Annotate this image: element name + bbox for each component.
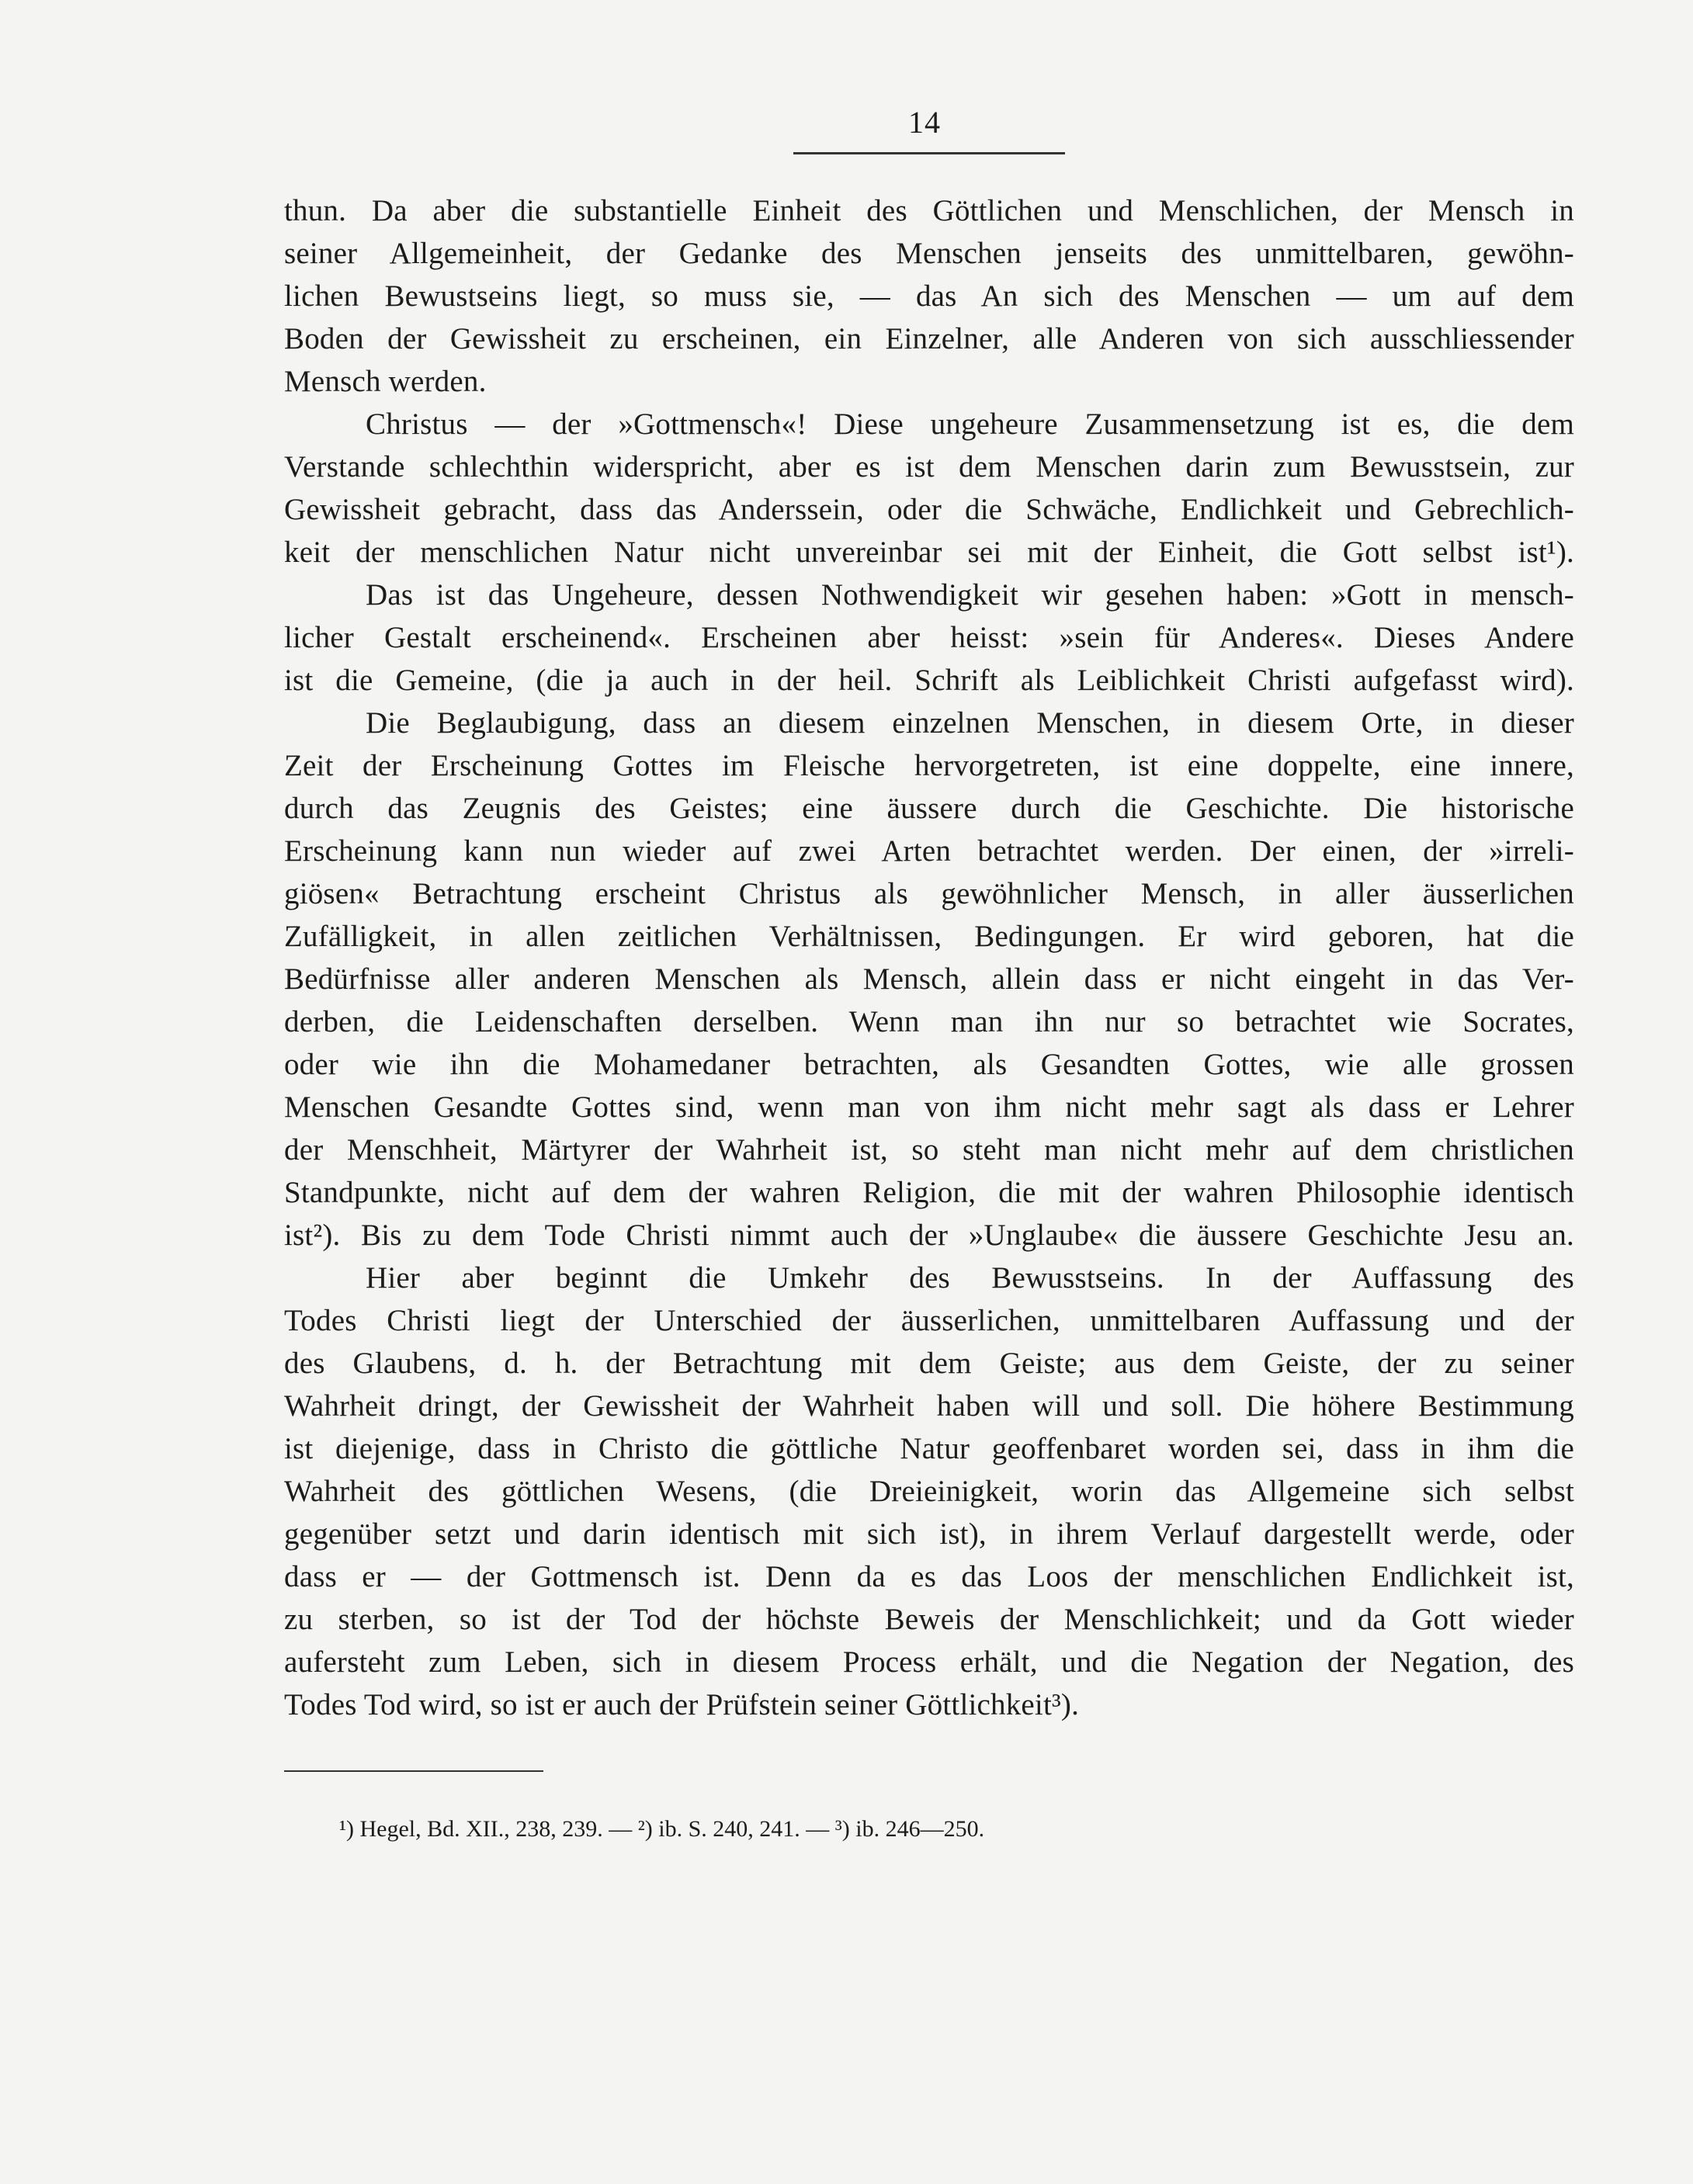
paragraph-5-line-3: des Glaubens, d. h. der Betrachtung mit dem Geiste; aus dem Geiste, der zu seiner [284,1347,1574,1380]
paragraph-2-line-4: keit der menschlichen Natur nicht unvereinbar sei mit der Einheit, die Gott selbst ist¹). [284,536,1574,569]
paragraph-1-line-2: seiner Allgemeinheit, der Gedanke des Menschen jenseits des unmittelbaren, gewöhn- [284,237,1574,270]
paragraph-1-line-1: thun. Da aber die substantielle Einheit des Göttlichen und Menschlichen, der Mensch in [284,194,1574,227]
paragraph-5-line-2: Todes Christi liegt der Unterschied der äusserlichen, unmittelbaren Auffassung und der [284,1304,1574,1337]
paragraph-5-line-4: Wahrheit dringt, der Gewissheit der Wahrheit haben will und soll. Die höhere Bestimmung [284,1389,1574,1423]
paragraph-5-line-8: dass er — der Gottmensch ist. Denn da es das Loos der menschlichen Endlichkeit ist, [284,1560,1574,1593]
paragraph-5-line-5: ist diejenige, dass in Christo die göttliche Natur geoffenbaret worden sei, dass in ihm die [284,1432,1574,1465]
paragraph-4-line-5: giösen« Betrachtung erscheint Christus als gewöhnlicher Mensch, in aller äusserlichen [284,877,1574,910]
paragraph-5-line-7: gegenüber setzt und darin identisch mit sich ist), in ihrem Verlauf dargestellt werde, oder [284,1517,1574,1551]
header-rule [793,152,1065,154]
paragraph-5-line-6: Wahrheit des göttlichen Wesens, (die Dreieinigkeit, worin das Allgemeine sich selbst [284,1475,1574,1508]
paragraph-2-line-3: Gewissheit gebracht, dass das Anderssein, oder die Schwäche, Endlichkeit und Gebrechlich- [284,493,1574,526]
paragraph-5-line-9: zu sterben, so ist der Tod der höchste Beweis der Menschlichkeit; und da Gott wieder [284,1603,1574,1636]
paragraph-4-line-9: oder wie ihn die Mohamedaner betrachten, als Gesandten Gottes, wie alle grossen [284,1048,1574,1081]
paragraph-1-line-3: lichen Bewustseins liegt, so muss sie, — das An sich des Menschen — um auf dem [284,279,1574,313]
paragraph-4-line-10: Menschen Gesandte Gottes sind, wenn man von ihm nicht mehr sagt als dass er Lehrer [284,1090,1574,1124]
paragraph-4-line-3: durch das Zeugnis des Geistes; eine äussere durch die Geschichte. Die historische [284,792,1574,825]
paragraph-5-line-1: Hier aber beginnt die Umkehr des Bewusstseins. In der Auffassung des [366,1261,1574,1295]
paragraph-4-line-7: Bedürfnisse aller anderen Menschen als Mensch, allein dass er nicht eingeht in das Ver- [284,962,1574,996]
paragraph-5-line-10: aufersteht zum Leben, sich in diesem Process erhält, und die Negation der Negation, des [284,1645,1574,1679]
paragraph-5-line-11: Todes Tod wird, so ist er auch der Prüfstein seiner Göttlichkeit³). [284,1688,1080,1721]
paragraph-4-line-4: Erscheinung kann nun wieder auf zwei Arten betrachtet werden. Der einen, der »irreli- [284,834,1574,868]
footnotes: ¹) Hegel, Bd. XII., 238, 239. — ²) ib. S. 240, 241. — ³) ib. 246—250. [339,1816,985,1842]
paragraph-4-line-11: der Menschheit, Märtyrer der Wahrheit ist, so steht man nicht mehr auf dem christlichen [284,1133,1574,1167]
paragraph-4-line-12: Standpunkte, nicht auf dem der wahren Religion, die mit der wahren Philosophie identisch [284,1176,1574,1209]
paragraph-1-line-4: Boden der Gewissheit zu erscheinen, ein Einzelner, alle Anderen von sich ausschliessender [284,322,1574,355]
page-number: 14 [908,105,941,140]
paragraph-3-line-3: ist die Gemeine, (die ja auch in der heil. Schrift als Leiblichkeit Christi aufgefasst wird). [284,664,1574,697]
paragraph-4-line-8: derben, die Leidenschaften derselben. Wenn man ihn nur so betrachtet wie Socrates, [284,1005,1574,1038]
paragraph-4-line-1: Die Beglaubigung, dass an diesem einzelnen Menschen, in diesem Orte, in dieser [366,706,1574,740]
paragraph-2-line-2: Verstande schlechthin widerspricht, aber es ist dem Menschen darin zum Bewusstsein, zur [284,450,1574,484]
paragraph-2-line-1: Christus — der »Gottmensch«! Diese ungeheure Zusammensetzung ist es, die dem [366,407,1574,441]
footnote-rule [284,1770,543,1772]
body-text [284,189,1574,1726]
paragraph-3-line-2: licher Gestalt erscheinend«. Erscheinen aber heisst: »sein für Anderes«. Dieses Andere [284,621,1574,654]
paragraph-4-line-6: Zufälligkeit, in allen zeitlichen Verhältnissen, Bedingungen. Er wird geboren, hat die [284,920,1574,953]
paragraph-4-line-2: Zeit der Erscheinung Gottes im Fleische hervorgetreten, ist eine doppelte, eine innere, [284,749,1574,782]
paragraph-3-line-1: Das ist das Ungeheure, dessen Nothwendigkeit wir gesehen haben: »Gott in mensch- [366,578,1574,612]
paragraph-1-line-5: Mensch werden. [284,365,487,398]
paragraph-4-line-13: ist²). Bis zu dem Tode Christi nimmt auch der »Unglaube« die äussere Geschichte Jesu an. [284,1219,1574,1252]
